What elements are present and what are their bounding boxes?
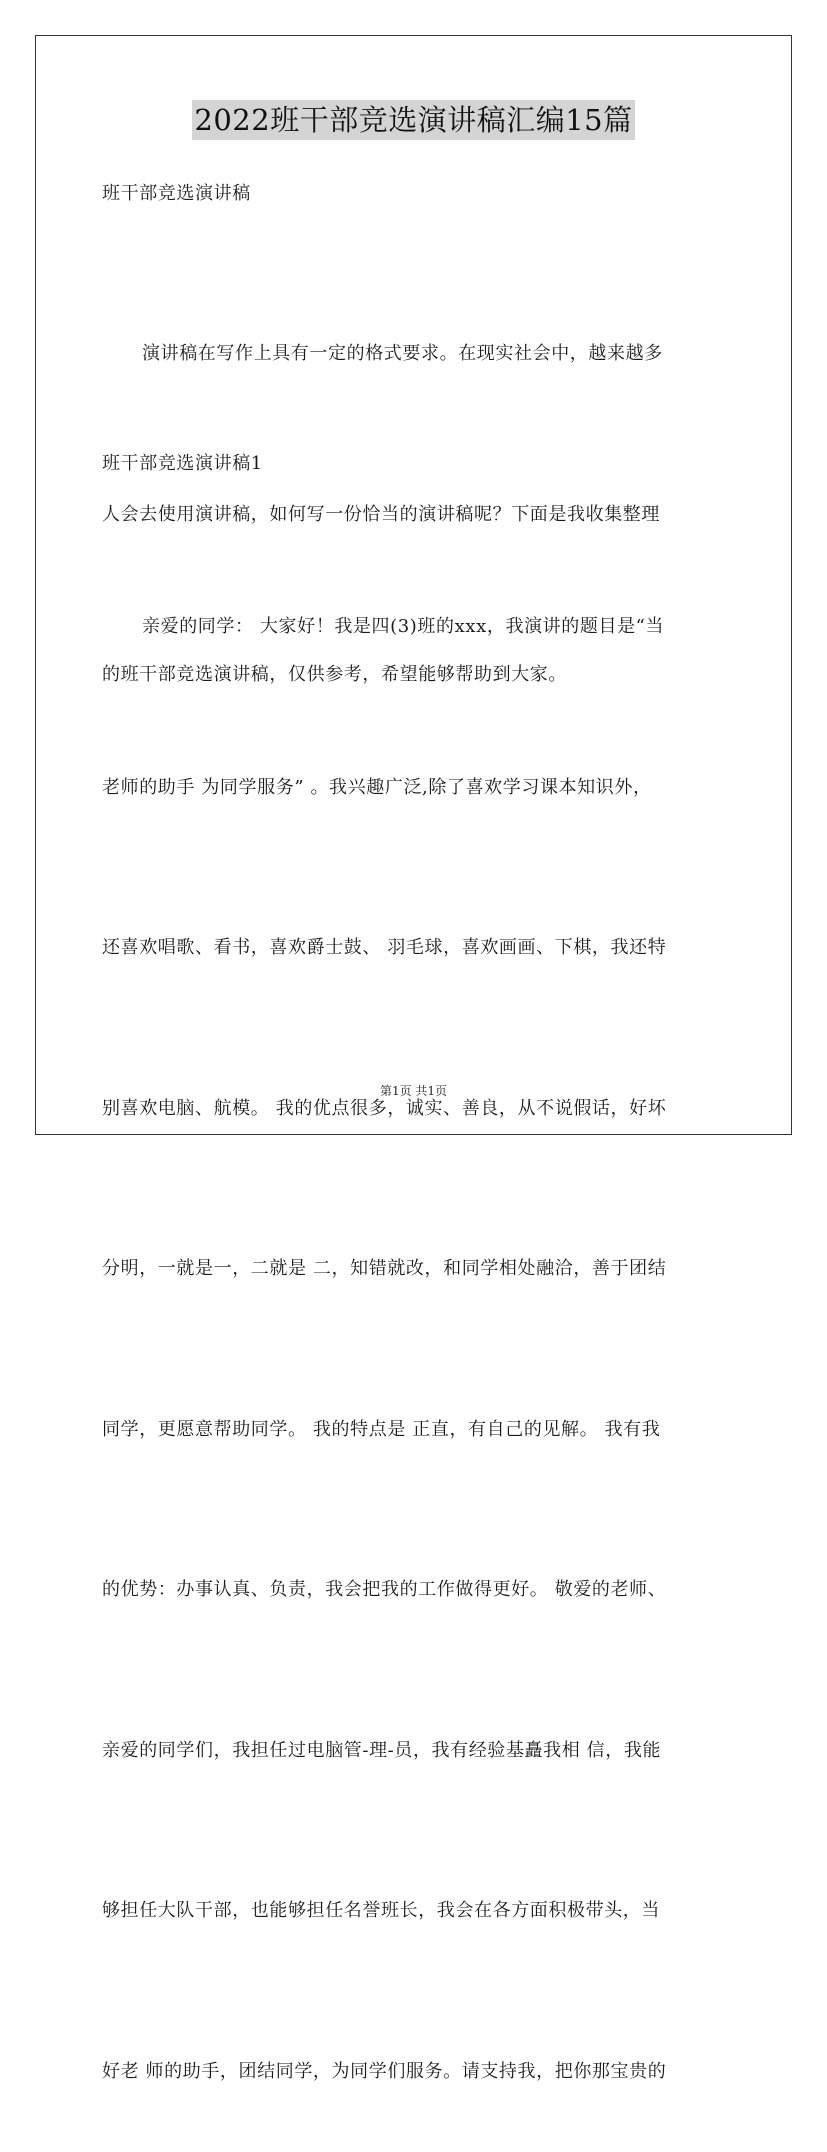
title-container (0, 100, 827, 140)
paragraph-line: 老师的助手 为同学服务” 。我兴趣广泛,除了喜欢学习课本知识外， (102, 776, 652, 798)
section-heading-1: 班干部竞选演讲稿1 (102, 453, 263, 474)
section-heading-intro: 班干部竞选演讲稿 (102, 183, 251, 204)
document-title: 2022班干部竞选演讲稿汇编15篇 (192, 100, 634, 140)
paragraph-line: 人会去使用演讲稿，如何写一份恰当的演讲稿呢？下面是我收集整理 (102, 503, 660, 525)
paragraph-line: 还喜欢唱歌、看书，喜欢爵士鼓、 羽毛球，喜欢画画、下棋，我还特 (102, 937, 667, 958)
paragraph-line: 亲爱的同学们，我担任过电脑管-理-员，我有经验基矗我相 信，我能 (102, 1739, 662, 1761)
paragraph-line: 演讲稿在写作上具有一定的格式要求。在现实社会中，越来越多 (142, 343, 663, 364)
paragraph-line: 好老 师的助手，团结同学，为同学们服务。请支持我，把你那宝贵的 (102, 2060, 667, 2082)
paragraph-line: 分明，一就是一，二就是 二，知错就改，和同学相处融洽，善于团结 (102, 1258, 667, 1279)
page-footer: 第1页 共1页 (379, 1084, 448, 1098)
paragraph-line: 够担任大队干部，也能够担任名誉班长，我会在各方面积极带头，当 (102, 1900, 660, 1921)
paragraph-line: 亲爱的同学： 大家好！我是四(3)班的xxx，我演讲的题目是“当 (142, 616, 665, 637)
section1-paragraph (102, 493, 742, 2152)
paragraph-line: 的优势：办事认真、负责，我会把我的工作做得更好。 敬爱的老师、 (102, 1579, 667, 1600)
paragraph-line: 同学，更愿意帮助同学。 我的特点是 正直，有自己的见解。 我有我 (102, 1418, 661, 1440)
paragraph-line: 的班干部竞选演讲稿，仅供参考，希望能够帮助到大家。 (102, 664, 567, 685)
paragraph-line: 别喜欢电脑、航模。 我的优点很多，诚实、善良，从不说假话，好坏 (102, 1097, 667, 1119)
